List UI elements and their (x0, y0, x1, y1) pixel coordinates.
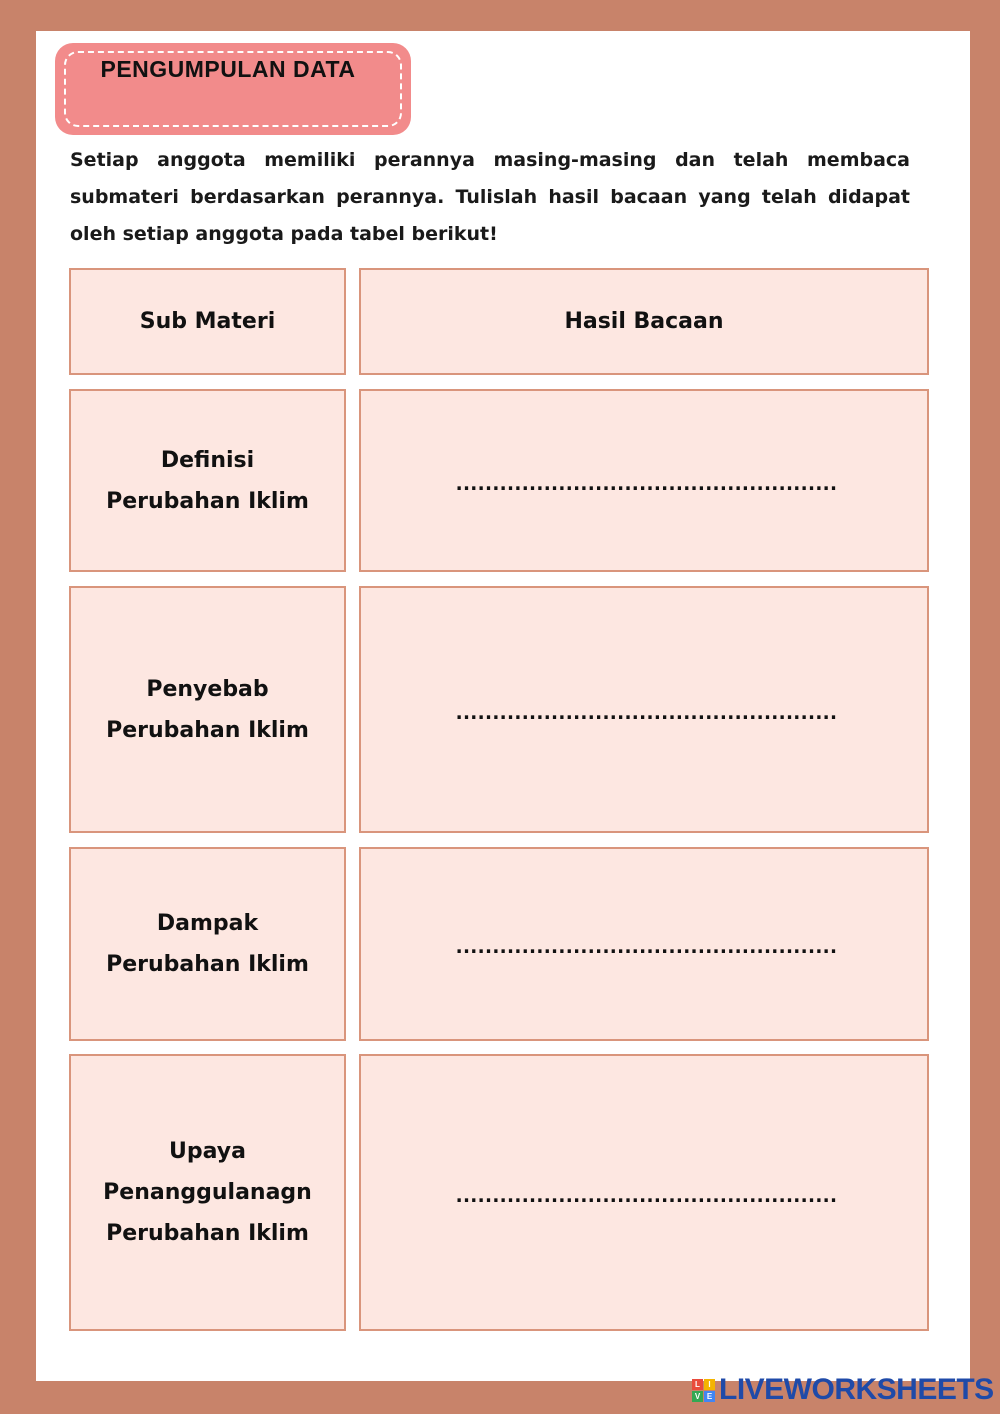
table-row-answer-field[interactable] (359, 1054, 929, 1331)
header-hasil-bacaan (359, 268, 929, 375)
logo-letter: V (692, 1391, 703, 1402)
answer-blank-line[interactable]: .................................................... (453, 934, 835, 958)
logo-letter: E (704, 1391, 715, 1402)
sub-materi-label: Penyebab Perubahan Iklim (106, 676, 309, 743)
header-sub-materi (69, 268, 346, 375)
table-row-sub-materi (69, 1054, 346, 1331)
brand-name: LIVEWORKSHEETS (719, 1373, 994, 1406)
answer-blank-line[interactable]: .................................................... (453, 470, 835, 495)
header-sub-materi-label: Sub Materi (139, 309, 276, 334)
logo-letter: L (692, 1379, 703, 1390)
table-row-sub-materi (69, 847, 346, 1041)
table-row-answer-field[interactable] (359, 847, 929, 1041)
liveworksheets-logo-icon (692, 1379, 715, 1402)
logo-letter: I (704, 1379, 715, 1390)
sub-materi-label: Dampak Perubahan Iklim (106, 911, 309, 977)
table-row-answer-field[interactable] (359, 586, 929, 833)
table-row-answer-field[interactable] (359, 389, 929, 572)
answer-blank-line[interactable]: .................................................... (453, 1182, 835, 1207)
title-banner (55, 43, 411, 135)
table-row-sub-materi (69, 586, 346, 833)
sub-materi-label: Definisi Perubahan Iklim (106, 447, 309, 514)
liveworksheets-brand[interactable] (692, 1374, 994, 1406)
table-row-sub-materi (69, 389, 346, 572)
sub-materi-label: Upaya Penanggulanagn Perubahan Iklim (103, 1139, 312, 1246)
page-title: PENGUMPULAN DATA (100, 56, 356, 82)
instructions-text: Setiap anggota memiliki perannya masing-masing dan telah membaca submateri berdasarkan perannya. Tulislah hasil bacaan yang telah didapat oleh setiap anggota pada tabel berikut! (70, 149, 910, 245)
header-hasil-bacaan-label: Hasil Bacaan (564, 309, 724, 334)
answer-blank-line[interactable]: .................................................... (453, 699, 835, 724)
